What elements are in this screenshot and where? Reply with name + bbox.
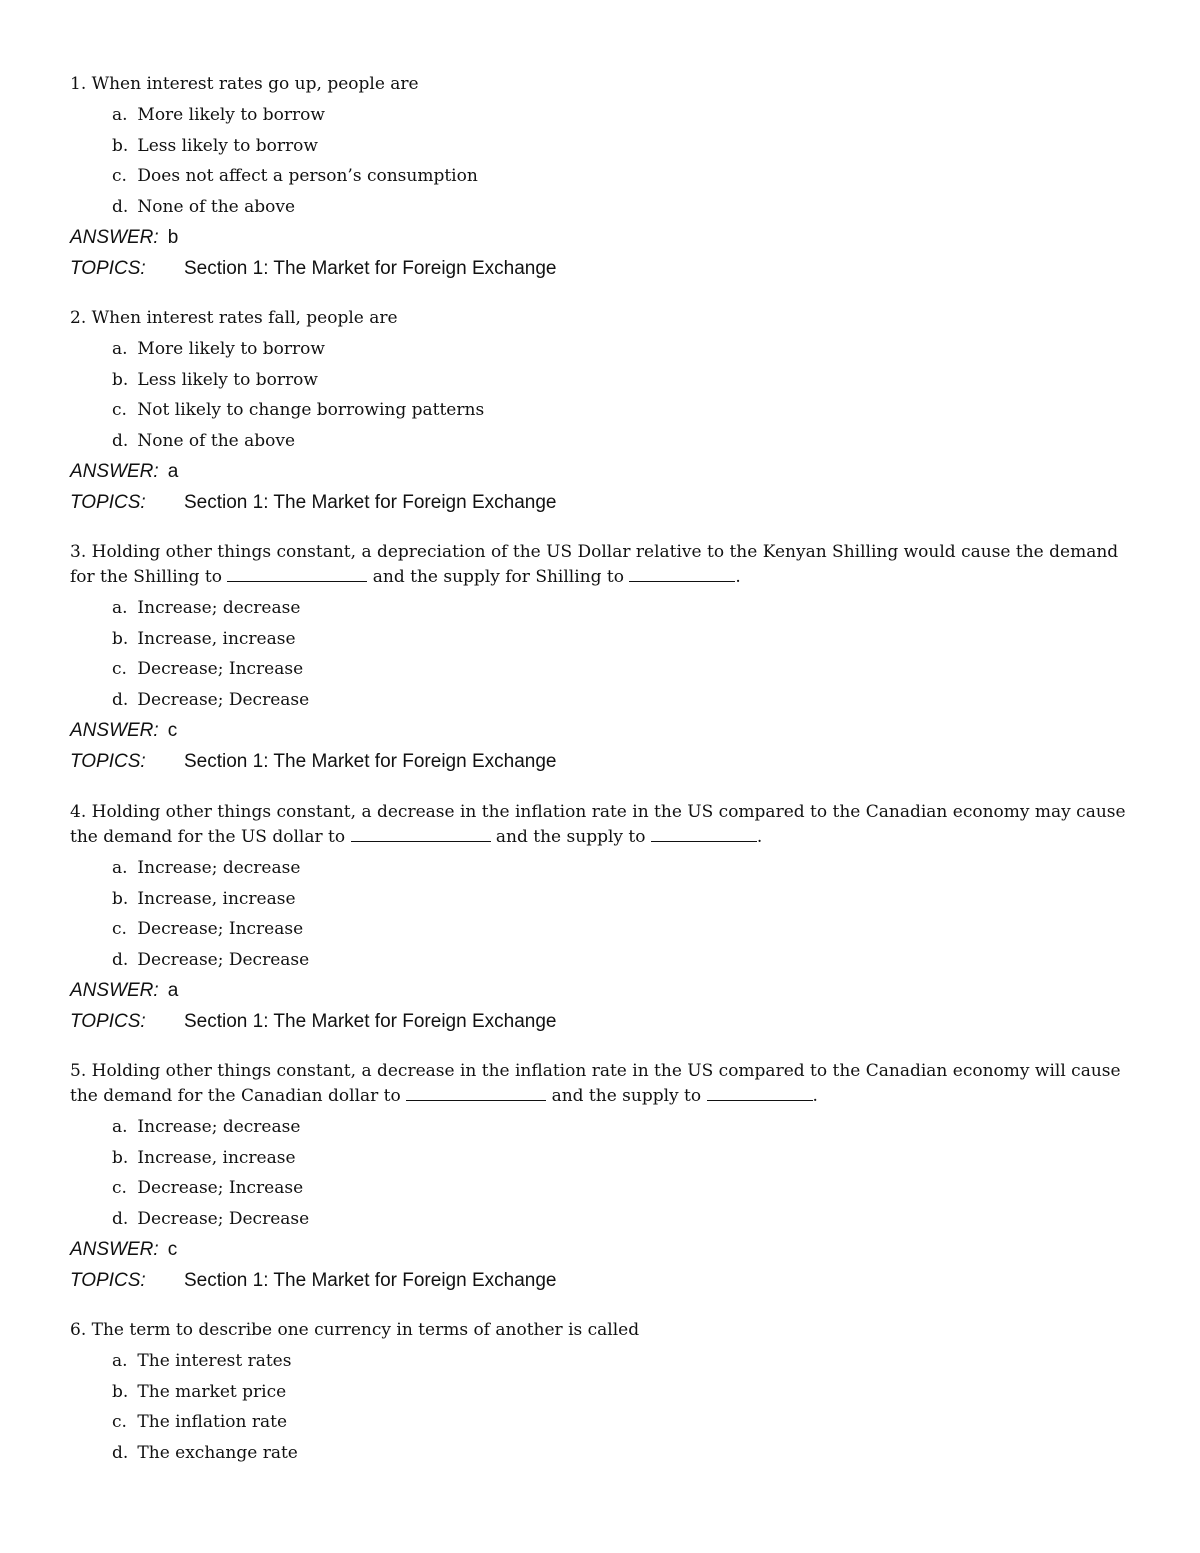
question-4 — [70, 800, 1130, 1037]
option-d: d. Decrease; Decrease — [112, 689, 310, 710]
topics-line — [70, 1265, 1130, 1296]
answer-label: ANSWER: — [70, 227, 159, 248]
question-6 — [70, 1318, 1130, 1468]
question-stem: 5. Holding other things constant, a decrease in the inflation rate in the US compared to the Canadian economy will cause the demand for the Canadian dollar to and the supply to . — [70, 1061, 1121, 1106]
question-1 — [70, 72, 1130, 284]
topics-value: Section 1: The Market for Foreign Exchange — [184, 751, 557, 772]
option-b: b. Less likely to borrow — [112, 135, 318, 156]
question-stem: 3. Holding other things constant, a depreciation of the US Dollar relative to the Kenyan Shilling would cause the demand for the Shilling to and the supply for Shilling to . — [70, 542, 1119, 587]
answer-value: a — [167, 980, 179, 1001]
answer-line — [70, 975, 1130, 1006]
options-list — [70, 853, 1130, 975]
option-c: c. Not likely to change borrowing patterns — [112, 400, 485, 420]
answer-value: b — [167, 227, 179, 248]
answer-blank — [227, 567, 367, 582]
option-c: c. Decrease; Increase — [112, 919, 304, 939]
answer-blank — [351, 827, 491, 842]
option-d: d. None of the above — [112, 196, 296, 217]
answer-line — [70, 715, 1130, 746]
answer-line — [70, 1234, 1130, 1265]
answer-label: ANSWER: — [70, 1239, 159, 1260]
answer-line — [70, 222, 1130, 253]
topics-value: Section 1: The Market for Foreign Exchange — [184, 492, 557, 513]
topics-label: TOPICS: — [70, 1011, 146, 1032]
option-a: a. Increase; decrease — [112, 1117, 301, 1137]
question-3 — [70, 540, 1130, 777]
question-2 — [70, 306, 1130, 518]
question-stem: 6. The term to describe one currency in terms of another is called — [70, 1320, 640, 1340]
options-list — [70, 593, 1130, 715]
option-a: a. Increase; decrease — [112, 598, 301, 618]
question-5 — [70, 1059, 1130, 1296]
topics-label: TOPICS: — [70, 258, 146, 279]
option-b: b. Less likely to borrow — [112, 369, 318, 390]
answer-blank — [629, 567, 735, 582]
answer-blank — [707, 1086, 813, 1101]
topics-label: TOPICS: — [70, 492, 146, 513]
options-list — [70, 1112, 1130, 1234]
topics-line — [70, 253, 1130, 284]
option-d: d. Decrease; Decrease — [112, 1208, 310, 1229]
question-stem: 2. When interest rates fall, people are — [70, 308, 398, 328]
option-b: b. Increase, increase — [112, 628, 296, 649]
answer-value: c — [167, 720, 178, 741]
option-a: a. More likely to borrow — [112, 339, 325, 359]
topics-line — [70, 1006, 1130, 1037]
topics-value: Section 1: The Market for Foreign Exchange — [184, 258, 557, 279]
option-c: c. Decrease; Increase — [112, 659, 304, 679]
option-d: d. None of the above — [112, 430, 296, 451]
option-d: d. Decrease; Decrease — [112, 949, 310, 970]
option-c: c. The inflation rate — [112, 1412, 288, 1432]
topics-value: Section 1: The Market for Foreign Exchange — [184, 1270, 557, 1291]
topics-label: TOPICS: — [70, 751, 146, 772]
question-stem: 4. Holding other things constant, a decrease in the inflation rate in the US compared to the Canadian economy may cause the demand for the US dollar to and the supply to . — [70, 802, 1126, 847]
topics-value: Section 1: The Market for Foreign Exchange — [184, 1011, 557, 1032]
option-b: b. Increase, increase — [112, 1147, 296, 1168]
option-a: a. More likely to borrow — [112, 105, 325, 125]
option-c: c. Does not affect a person’s consumption — [112, 166, 478, 186]
answer-label: ANSWER: — [70, 980, 159, 1001]
answer-blank — [651, 827, 757, 842]
option-a: a. Increase; decrease — [112, 858, 301, 878]
answer-value: c — [167, 1239, 178, 1260]
question-stem: 1. When interest rates go up, people are — [70, 74, 419, 94]
options-list — [70, 1346, 1130, 1468]
answer-label: ANSWER: — [70, 461, 159, 482]
answer-line — [70, 456, 1130, 487]
option-d: d. The exchange rate — [112, 1442, 298, 1463]
topics-line — [70, 746, 1130, 777]
option-b: b. The market price — [112, 1381, 287, 1402]
answer-label: ANSWER: — [70, 720, 159, 741]
option-a: a. The interest rates — [112, 1351, 292, 1371]
answer-value: a — [167, 461, 179, 482]
options-list — [70, 334, 1130, 456]
topics-label: TOPICS: — [70, 1270, 146, 1291]
options-list — [70, 100, 1130, 222]
option-c: c. Decrease; Increase — [112, 1178, 304, 1198]
topics-line — [70, 487, 1130, 518]
answer-blank — [406, 1086, 546, 1101]
option-b: b. Increase, increase — [112, 888, 296, 909]
